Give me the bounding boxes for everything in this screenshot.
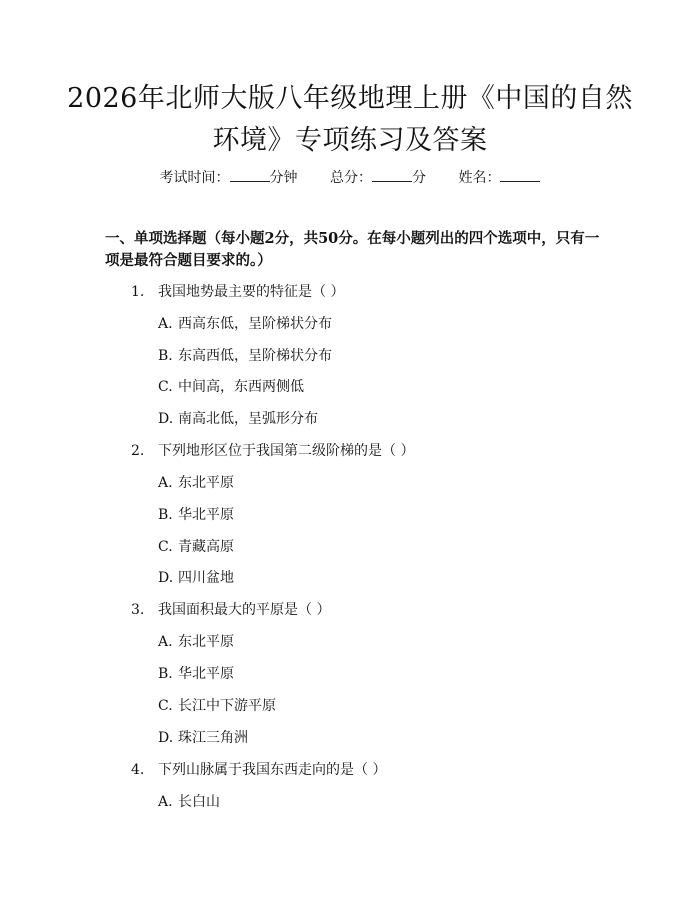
option-letter: C. [158,539,173,555]
total-score-unit: 分 [412,170,426,186]
option-3a [158,632,234,652]
option-text: 青藏高原 [178,539,234,555]
question-2 [131,441,414,461]
question-4 [131,760,386,780]
option-text: 四川盆地 [178,570,234,586]
option-letter: B. [158,348,173,364]
option-3b [158,664,234,684]
option-letter: A. [158,475,173,491]
option-text: 东北平原 [178,634,234,650]
option-letter: C. [158,379,173,395]
total-score-field [330,167,426,188]
question-number: 2. [131,443,145,459]
option-1a [158,314,332,334]
question-number: 3. [131,602,145,618]
question-text: 我国地势最主要的特征是（ ） [158,284,345,300]
option-2b [158,505,234,525]
total-score-label: 总分： [330,170,372,186]
total-score-blank [372,167,412,182]
student-name-label: 姓名： [458,170,501,186]
section-heading: 一、单项选择题（每小题2分，共50分。在每小题列出的四个选项中，只有一项是最符合题目要求的。） [105,230,600,269]
question-text: 我国面积最大的平原是（ ） [158,602,331,618]
exam-time-field [160,167,298,188]
option-text: 中间高，东西两侧低 [178,379,304,395]
option-2d [158,568,234,588]
option-text: 长江中下游平原 [178,698,276,714]
option-text: 华北平原 [178,507,234,523]
student-name-field [458,167,540,188]
option-text: 东高西低，呈阶梯状分布 [178,348,332,364]
question-number: 4. [131,762,145,778]
option-text: 珠江三角洲 [178,730,248,746]
question-text: 下列地形区位于我国第二级阶梯的是（ ） [158,443,415,459]
option-letter: D. [158,411,174,427]
option-text: 西高东低，呈阶梯状分布 [178,316,332,332]
option-text: 华北平原 [178,666,234,682]
option-text: 南高北低，呈弧形分布 [178,411,318,427]
option-letter: D. [158,570,174,586]
exam-time-unit: 分钟 [269,170,298,186]
option-3d [158,728,248,748]
option-4a [158,792,220,812]
exam-time-label: 考试时间： [159,170,230,186]
option-letter: B. [158,507,173,523]
option-text: 东北平原 [178,475,234,491]
document-title: 2026年北师大版八年级地理上册《中国的自然环境》专项练习及答案 [67,83,633,156]
option-letter: A. [158,634,173,650]
option-1b [158,346,332,366]
option-letter: A. [158,794,173,810]
option-letter: D. [158,730,174,746]
option-2a [158,473,234,493]
option-1c [158,377,304,397]
question-text: 下列山脉属于我国东西走向的是（ ） [158,762,387,778]
question-1 [131,282,344,302]
option-3c [158,696,276,716]
option-2c [158,537,234,557]
option-letter: C. [158,698,173,714]
option-letter: B. [158,666,173,682]
exam-info-line [0,167,700,188]
student-name-blank [500,167,540,182]
exam-time-blank [230,167,270,182]
option-1d [158,409,318,429]
question-3 [131,600,330,620]
option-letter: A. [158,316,173,332]
question-number: 1. [131,284,145,300]
option-text: 长白山 [178,794,220,810]
